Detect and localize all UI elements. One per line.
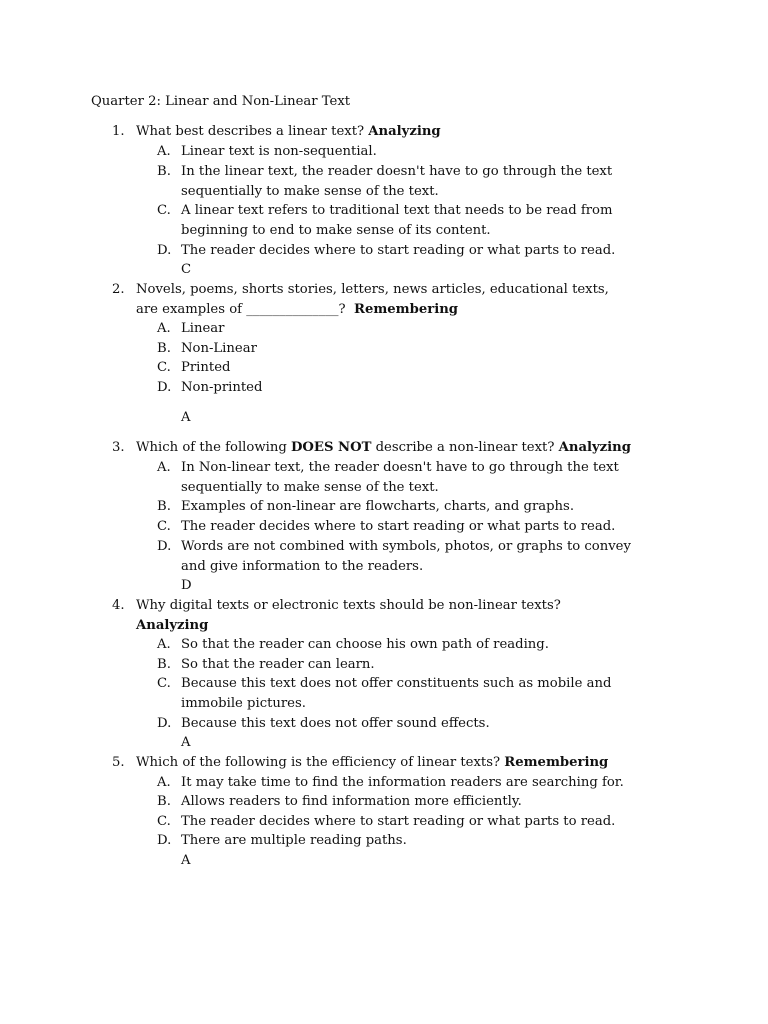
option-text: So that the reader can learn.: [181, 657, 375, 672]
option-text: [181, 458, 701, 497]
question-line: Novels, poems, shorts stories, letters, news articles, educational texts,: [136, 282, 609, 297]
option-letter: B.: [157, 657, 171, 672]
option-letter: D.: [157, 380, 172, 395]
question-text: [136, 122, 696, 142]
option-text: Examples of non-linear are flowcharts, charts, and graphs.: [181, 499, 575, 514]
option-letter: A.: [157, 775, 171, 790]
option-text: Printed: [181, 360, 231, 375]
question-text: [136, 280, 696, 319]
answer-key: D: [181, 578, 192, 593]
option-text: Because this text does not offer sound effects.: [181, 716, 490, 731]
question-text-pre: Which of the following: [136, 440, 291, 455]
question-text-post: describe a non-linear text?: [371, 440, 555, 455]
answer-key: A: [181, 853, 191, 868]
option-letter: A.: [157, 144, 171, 159]
answer-key: C: [181, 262, 192, 277]
cognitive-level-tag: Remembering: [353, 301, 459, 317]
question-number: 2.: [112, 282, 125, 297]
question-text: [136, 753, 696, 773]
option-letter: A.: [157, 321, 171, 336]
question-emphasis: DOES NOT: [290, 440, 372, 455]
question-line: are examples of ______________?: [136, 301, 346, 317]
option-line: beginning to end to make sense of its content.: [181, 222, 491, 238]
answer-key: A: [181, 735, 191, 750]
question-text: [136, 596, 696, 635]
question-number: 5.: [112, 755, 125, 770]
option-letter: B.: [157, 794, 171, 809]
option-text: [181, 201, 701, 240]
option-text: So that the reader can choose his own path of reading.: [181, 637, 549, 652]
option-text: Linear text is non-sequential.: [181, 144, 377, 159]
cognitive-level-tag: Remembering: [504, 755, 609, 770]
option-letter: C.: [157, 814, 171, 829]
question-line: Why digital texts or electronic texts should be non-linear texts?: [136, 598, 561, 613]
option-letter: B.: [157, 341, 171, 356]
option-letter: D.: [157, 539, 172, 554]
option-line: In the linear text, the reader doesn't have to go through the text: [181, 164, 613, 179]
question-line-2: [136, 300, 696, 320]
option-line: Words are not combined with symbols, photos, or graphs to convey: [181, 539, 631, 554]
option-letter: B.: [157, 499, 171, 514]
option-text: [181, 537, 701, 576]
question-line: What best describes a linear text?: [136, 124, 365, 139]
option-text: The reader decides where to start reading or what parts to read.: [181, 519, 616, 534]
option-text: It may take time to find the information readers are searching for.: [181, 775, 624, 790]
option-letter: D.: [157, 243, 172, 258]
cognitive-level-tag: Analyzing: [368, 124, 441, 139]
option-letter: C.: [157, 676, 171, 691]
option-letter: B.: [157, 164, 171, 179]
question-text: [136, 438, 696, 458]
option-letter: C.: [157, 360, 171, 375]
option-line: and give information to the readers.: [181, 558, 424, 574]
option-letter: A.: [157, 637, 171, 652]
cognitive-level-tag: Analyzing: [136, 617, 209, 633]
option-text: [181, 162, 701, 201]
page-title: Quarter 2: Linear and Non-Linear Text: [91, 94, 351, 109]
option-letter: D.: [157, 833, 172, 848]
option-text: Allows readers to find information more efficiently.: [181, 794, 522, 809]
option-letter: D.: [157, 716, 172, 731]
answer-key: A: [181, 410, 191, 425]
cognitive-level-tag: Analyzing: [558, 440, 631, 455]
option-line: sequentially to make sense of the text.: [181, 479, 439, 495]
option-text: Non-Linear: [181, 341, 257, 356]
question-number: 1.: [112, 124, 125, 139]
option-line: immobile pictures.: [181, 695, 306, 711]
option-text: Linear: [181, 321, 225, 336]
option-line: In Non-linear text, the reader doesn't have to go through the text: [181, 460, 619, 475]
option-line: sequentially to make sense of the text.: [181, 183, 439, 199]
option-text: [181, 674, 701, 713]
option-letter: A.: [157, 460, 171, 475]
question-number: 3.: [112, 440, 125, 455]
option-text: Non-printed: [181, 380, 263, 395]
option-text: The reader decides where to start reading or what parts to read.: [181, 243, 616, 258]
option-text: The reader decides where to start reading or what parts to read.: [181, 814, 616, 829]
option-line: A linear text refers to traditional text that needs to be read from: [181, 203, 613, 218]
option-text: There are multiple reading paths.: [181, 833, 407, 848]
option-line: Because this text does not offer constituents such as mobile and: [181, 676, 612, 691]
question-line: Which of the following is the efficiency of linear texts?: [136, 755, 501, 770]
option-letter: C.: [157, 519, 171, 534]
question-number: 4.: [112, 598, 125, 613]
option-letter: C.: [157, 203, 171, 218]
